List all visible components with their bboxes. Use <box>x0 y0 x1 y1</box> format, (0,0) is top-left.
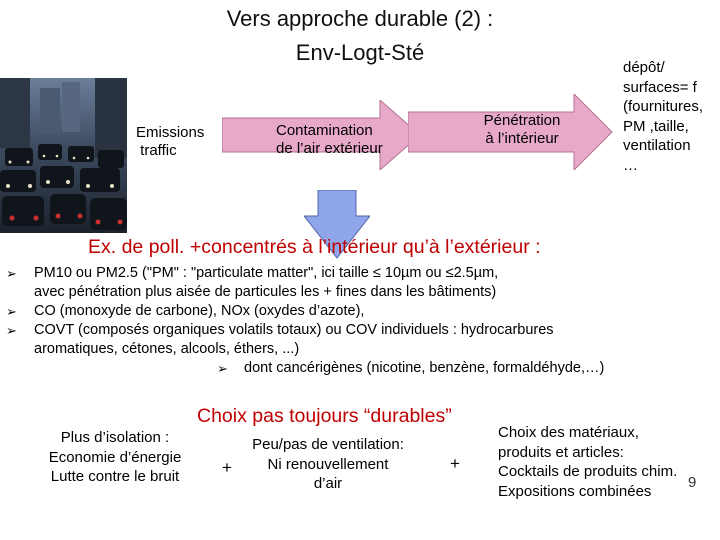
choice-left <box>20 428 210 487</box>
penetration-label <box>462 112 582 148</box>
arrow-bullet-icon: ➢ <box>6 304 17 319</box>
list-item <box>6 302 714 321</box>
choice-right-line-3: Cocktails de produits chim. <box>498 463 678 480</box>
bullet-1-line-2: avec pénétration plus aisée de particules les + fines dans les bâtiments) <box>34 284 497 300</box>
bullet-2-line-1: CO (monoxyde de carbone), NOx (oxydes d’azote), <box>34 303 365 319</box>
page-number: 9 <box>688 474 697 491</box>
choice-middle-line-1: Peu/pas de ventilation: <box>252 436 404 453</box>
arrow-bullet-icon: ➢ <box>217 361 228 376</box>
choice-middle <box>228 435 428 494</box>
emissions-line-1: Emissions <box>136 124 205 141</box>
choice-right-line-1: Choix des matériaux, <box>498 424 639 441</box>
choice-right-line-2: produits et articles: <box>498 443 624 461</box>
title-line-2: Env-Logt-Sté <box>295 40 425 65</box>
choice-middle-line-3: d’air <box>313 475 343 492</box>
title-line-1: Vers approche durable (2) : <box>226 6 494 31</box>
deposit-line-1: dépôt/ <box>623 59 665 76</box>
traffic-photo <box>0 78 127 233</box>
choice-left-line-3: Lutte contre le bruit <box>50 468 180 485</box>
contamination-line-2: de l’air extérieur <box>276 140 383 157</box>
sub-list-item <box>34 359 714 378</box>
arrow-bullet-icon: ➢ <box>6 266 17 281</box>
contamination-line-1: Contamination <box>276 122 373 139</box>
choice-right <box>498 423 718 501</box>
deposit-line-6: … <box>623 156 638 174</box>
contamination-label <box>276 122 416 158</box>
list-item <box>6 321 714 359</box>
arrow-bullet-icon: ➢ <box>6 323 17 338</box>
slide-title <box>0 2 720 70</box>
plus-sign: + <box>450 454 460 473</box>
plus-sign: + <box>222 458 232 477</box>
deposit-line-2: surfaces= f <box>623 78 697 96</box>
bullet-1-line-1: PM10 ou PM2.5 ("PM" : "particulate matter", ici taille ≤ 10µm ou ≤2.5µm, <box>34 265 499 281</box>
choice-right-line-4: Expositions combinées <box>498 482 652 500</box>
penetration-line-2: à l’intérieur <box>485 130 559 147</box>
bullet-3-line-2: aromatiques, cétones, alcools, éthers, ...) <box>34 341 300 357</box>
bullet-list <box>6 264 714 378</box>
deposit-label <box>623 58 720 175</box>
choice-left-line-2: Economie d’énergie <box>48 448 182 466</box>
choice-left-line-1: Plus d’isolation : <box>60 429 170 446</box>
emissions-line-2: traffic <box>136 142 177 159</box>
bullet-3-line-1: COVT (composés organiques volatils totaux) ou COV individuels : hydrocarbures <box>34 322 554 338</box>
deposit-line-3: (fournitures, <box>623 98 704 115</box>
choice-middle-line-2: Ni renouvellement <box>267 455 389 473</box>
highlight-sentence: Ex. de poll. +concentrés à l’intérieur qu’à l’extérieur : <box>88 236 541 258</box>
deposit-line-4: PM ,taille, <box>623 117 689 135</box>
emissions-label <box>136 124 232 160</box>
deposit-line-5: ventilation <box>623 137 691 154</box>
penetration-line-1: Pénétration <box>483 112 561 129</box>
choice-heading: Choix pas toujours “durables” <box>197 405 452 427</box>
list-item <box>6 264 714 302</box>
sub-bullet-text: dont cancérigènes (nicotine, benzène, formaldéhyde,…) <box>244 360 605 376</box>
